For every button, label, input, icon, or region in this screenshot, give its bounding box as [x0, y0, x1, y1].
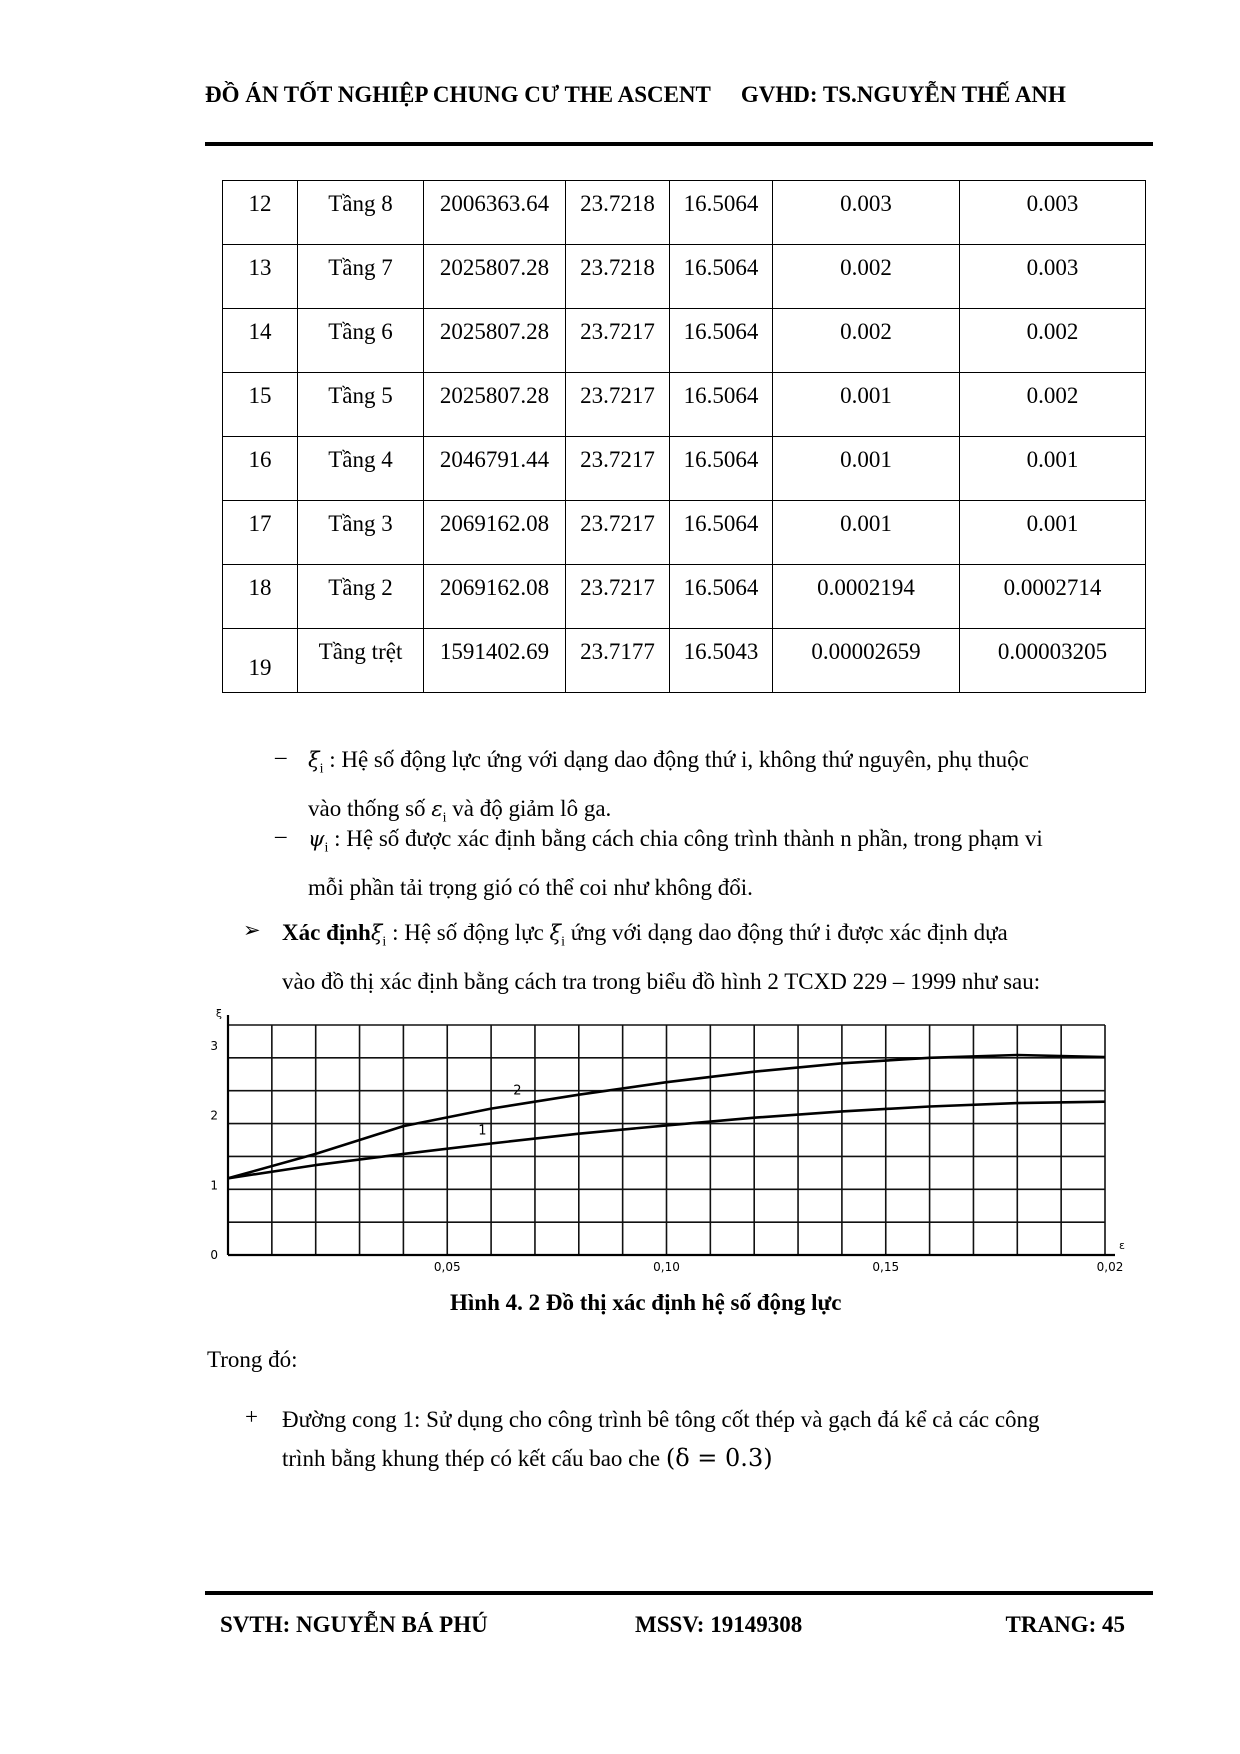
table-cell: 19 — [223, 629, 298, 693]
table-cell: 0.00003205 — [960, 629, 1146, 693]
dash-bullet: – — [275, 823, 287, 848]
student-name: SVTH: NGUYỄN BÁ PHÚ — [220, 1612, 488, 1637]
table-cell: 0.0002194 — [773, 565, 960, 629]
xi-text-line1: : Hệ số động lực ứng với dạng dao động thứ i, không thứ nguyên, phụ thuộc — [323, 747, 1029, 772]
chart-axes — [216, 1007, 1125, 1255]
figure-caption: Hình 4. 2 Đồ thị xác định hệ số động lực — [450, 1290, 842, 1315]
table-cell: 0.001 — [773, 437, 960, 501]
table-row — [223, 629, 1146, 693]
table-cell: 0.002 — [773, 245, 960, 309]
psi-subscript: i — [324, 840, 329, 856]
x-tick-label: 0,05 — [433, 1260, 461, 1274]
y-tick-label: 2 — [210, 1108, 218, 1123]
table-cell: 2069162.08 — [424, 565, 566, 629]
table-cell: 16.5064 — [670, 245, 773, 309]
table-cell: 23.7217 — [566, 437, 670, 501]
table-cell: 23.7177 — [566, 629, 670, 693]
determine-text-1b: ứng với dạng dao động thứ i được xác định dựa — [565, 920, 1008, 945]
table-cell: 23.7218 — [566, 181, 670, 245]
page-number: TRANG: 45 — [1005, 1612, 1125, 1637]
table-cell: Tầng 5 — [298, 373, 424, 437]
table-cell: Tầng 8 — [298, 181, 424, 245]
table-cell: Tầng 2 — [298, 565, 424, 629]
table-cell: 18 — [223, 565, 298, 629]
table-cell: 0.003 — [773, 181, 960, 245]
table-cell: 16.5043 — [670, 629, 773, 693]
table-row — [223, 309, 1146, 373]
xi-symbol: ξ — [308, 748, 320, 772]
table-row — [223, 181, 1146, 245]
x-axis-symbol: ε — [1119, 1239, 1125, 1252]
table-cell: 0.002 — [960, 373, 1146, 437]
xi-symbol: ξ — [370, 921, 383, 945]
table-cell: 12 — [223, 181, 298, 245]
arrow-bullet-icon: ➢ — [243, 918, 261, 942]
table-cell: 2025807.28 — [424, 309, 566, 373]
dash-bullet: – — [275, 744, 287, 769]
table-cell: 16.5064 — [670, 437, 773, 501]
table-cell: 0.001 — [773, 373, 960, 437]
dynamic-coefficient-chart — [200, 1005, 1145, 1285]
psi-symbol: ψ — [308, 827, 325, 851]
xi-subscript: i — [561, 934, 566, 950]
y-tick-label: 1 — [210, 1178, 218, 1193]
student-id: MSSV: 19149308 — [635, 1612, 803, 1637]
table-row — [223, 373, 1146, 437]
table-row — [223, 437, 1146, 501]
table-cell: 0.002 — [960, 309, 1146, 373]
xi-subscript: i — [319, 761, 324, 777]
table-cell: 0.003 — [960, 245, 1146, 309]
table-cell: 2046791.44 — [424, 437, 566, 501]
table-cell: Tầng 6 — [298, 309, 424, 373]
determine-xi-paragraph — [282, 913, 1040, 1001]
psi-text-line1: : Hệ số được xác định bằng cách chia công trình thành n phần, trong phạm vi — [328, 826, 1043, 851]
curve1-text-line2: trình bằng khung thép có kết cấu bao che — [282, 1446, 666, 1471]
table-cell: Tầng 3 — [298, 501, 424, 565]
table-cell: 17 — [223, 501, 298, 565]
table-cell: 16.5064 — [670, 501, 773, 565]
curve-1-label: 1 — [478, 1123, 487, 1139]
table-cell: 0.001 — [773, 501, 960, 565]
y-tick-label: 0 — [210, 1248, 218, 1262]
table-cell: Tầng 7 — [298, 245, 424, 309]
table-cell: 13 — [223, 245, 298, 309]
table-row — [223, 245, 1146, 309]
table-cell: Tầng trệt — [298, 629, 424, 693]
plus-bullet: + — [245, 1404, 258, 1429]
footer-rule — [205, 1591, 1153, 1595]
table-row — [223, 565, 1146, 629]
table-cell: 0.00002659 — [773, 629, 960, 693]
page-header — [205, 82, 1155, 108]
table-cell: 23.7217 — [566, 309, 670, 373]
x-tick-label: 0,10 — [653, 1260, 680, 1274]
table-cell: 2025807.28 — [424, 245, 566, 309]
table-cell: 2025807.28 — [424, 373, 566, 437]
table-cell: 1591402.69 — [424, 629, 566, 693]
advisor-name: GVHD: TS.NGUYỄN THẾ ANH — [740, 82, 1066, 107]
table-cell: Tầng 4 — [298, 437, 424, 501]
table-body — [223, 181, 1146, 693]
table-cell: 16.5064 — [670, 565, 773, 629]
table-cell: 23.7217 — [566, 373, 670, 437]
table-cell: 2006363.64 — [424, 181, 566, 245]
trong-do-label: Trong đó: — [207, 1347, 298, 1372]
determine-text-2: vào đồ thị xác định bằng cách tra trong biểu đồ hình 2 TCXD 229 – 1999 như sau: — [282, 968, 1041, 994]
determine-label: Xác định — [282, 920, 371, 945]
determine-text-1a: : Hệ số động lực — [386, 920, 550, 945]
psi-definition — [308, 819, 1043, 907]
table-cell: 16.5064 — [670, 181, 773, 245]
table-cell: 0.0002714 — [960, 565, 1146, 629]
xi-symbol: ξ — [549, 921, 562, 945]
delta-formula: (δ = 0.3) — [665, 1444, 773, 1472]
table-cell: 23.7217 — [566, 565, 670, 629]
table-cell: 0.002 — [773, 309, 960, 373]
table-cell: 23.7217 — [566, 501, 670, 565]
dynamic-coefficient-table — [222, 180, 1146, 693]
table-cell: 15 — [223, 373, 298, 437]
table-cell: 16.5064 — [670, 309, 773, 373]
psi-text-line2: mỗi phần tải trọng gió có thể coi như không đổi. — [308, 874, 753, 900]
curve-2-label: 2 — [513, 1083, 522, 1099]
table-row — [223, 501, 1146, 565]
x-tick-label: 0,15 — [872, 1260, 900, 1274]
xi-text-line2b: và độ giảm lô ga. — [446, 795, 612, 821]
xi-text-line2a: vào thống số — [308, 795, 432, 821]
table-cell: 16 — [223, 437, 298, 501]
curve1-text-line1: Đường cong 1: Sử dụng cho công trình bê tông cốt thép và gạch đá kể cả các công — [282, 1407, 1040, 1432]
xi-subscript: i — [382, 934, 387, 950]
table-cell: 2069162.08 — [424, 501, 566, 565]
epsilon-symbol: ε — [431, 796, 443, 821]
table-cell: 14 — [223, 309, 298, 373]
project-title: ĐỒ ÁN TỐT NGHIỆP CHUNG CƯ THE ASCENT — [205, 82, 711, 107]
header-rule — [205, 142, 1153, 146]
curve1-description — [282, 1400, 1040, 1478]
table-cell: 16.5064 — [670, 373, 773, 437]
table-cell: 0.003 — [960, 181, 1146, 245]
table-cell: 23.7218 — [566, 245, 670, 309]
y-tick-label: 3 — [210, 1038, 218, 1053]
table-cell: 0.001 — [960, 501, 1146, 565]
table-cell: 0.001 — [960, 437, 1146, 501]
x-tick-label: 0,02 — [1096, 1260, 1124, 1274]
y-axis-symbol: ξ — [215, 1007, 222, 1020]
epsilon-subscript: i — [442, 810, 447, 826]
